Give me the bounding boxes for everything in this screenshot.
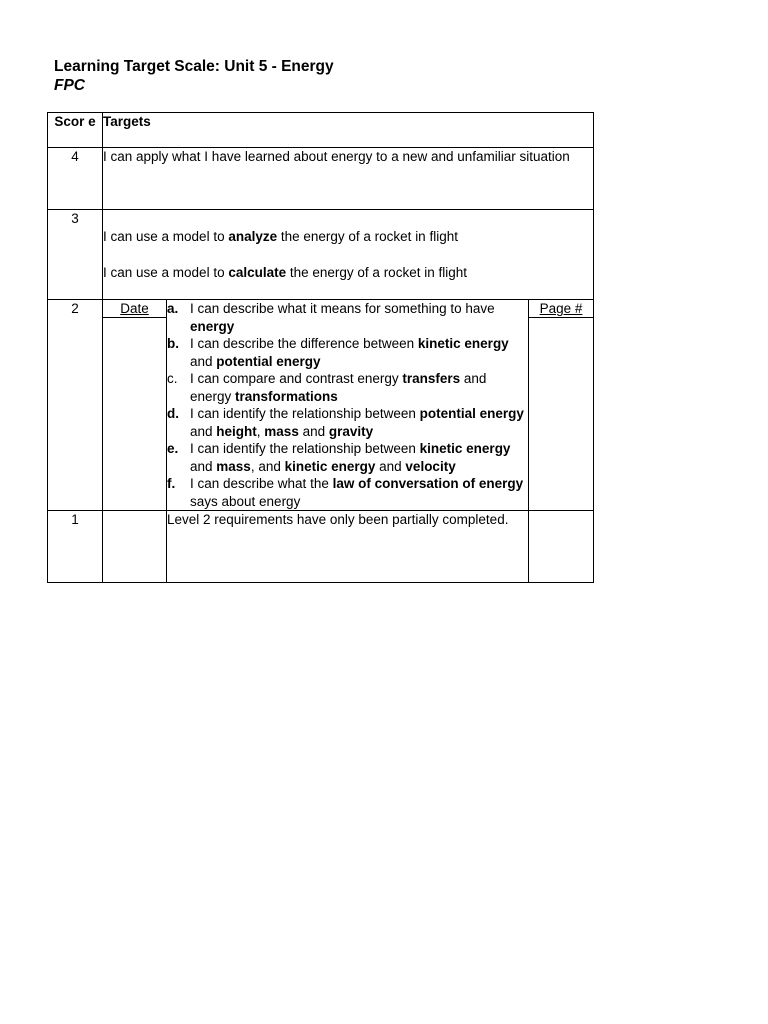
list-item-text: I can describe the difference between (190, 336, 418, 351)
page-subtitle: FPC (54, 77, 85, 94)
list-item (167, 300, 528, 335)
learning-target-table (47, 112, 594, 583)
targets-column-header: Targets (103, 113, 594, 148)
keyword: energy (190, 318, 235, 334)
score-column-header: Scor e (48, 113, 103, 148)
line-text: I can use a model to (103, 264, 229, 280)
target-line-calculate (103, 264, 593, 282)
list-item-text: I can identify the relationship between (190, 441, 420, 456)
list-item (167, 335, 528, 370)
line-text: the energy of a rocket in flight (286, 264, 467, 280)
keyword: law of conversation of energy (332, 476, 524, 491)
list-item-letter: a. (167, 301, 179, 316)
list-item-text: I can describe what it means for something to have (190, 301, 495, 316)
score-cell-3: 3 (48, 210, 103, 300)
table-row-level-3 (48, 210, 594, 300)
list-item-text: I can compare and contrast energy (190, 371, 403, 386)
list-item-text: , (256, 423, 265, 439)
list-item (167, 370, 528, 405)
keyword: potential energy (419, 406, 524, 421)
list-item (167, 440, 528, 475)
keyword: velocity (405, 458, 456, 474)
date-column-header: Date (103, 300, 167, 318)
table-header-row (48, 113, 594, 148)
keyword: kinetic energy (419, 441, 511, 456)
list-item-text: and (375, 458, 406, 474)
line-text: I can use a model to (103, 229, 229, 244)
score-cell-1: 1 (48, 511, 103, 583)
target-text-3 (103, 210, 594, 300)
date-entry-cell[interactable] (103, 318, 167, 511)
date-entry-cell-level-1[interactable] (103, 511, 167, 583)
page-column-header: Page # (528, 300, 593, 318)
page-entry-cell[interactable] (528, 318, 593, 511)
list-item-letter: b. (167, 336, 179, 351)
table-row-level-4 (48, 148, 594, 210)
list-item-letter: c. (167, 371, 178, 386)
table-row-level-2-header (48, 300, 594, 318)
list-item-text: , and (250, 458, 285, 474)
keyword: kinetic energy (284, 458, 376, 474)
table-row-level-1 (48, 511, 594, 583)
level-2-targets-cell (167, 300, 529, 511)
keyword: transformations (235, 388, 338, 404)
list-item-letter: d. (167, 406, 179, 421)
level-2-targets-list (167, 300, 528, 510)
list-item-text: and (190, 458, 217, 474)
keyword: kinetic energy (417, 336, 509, 351)
score-cell-2: 2 (48, 300, 103, 511)
keyword: height (216, 423, 257, 439)
keyword: mass (216, 458, 251, 474)
line-text: the energy of a rocket in flight (277, 229, 458, 244)
score-cell-4: 4 (48, 148, 103, 210)
keyword-calculate: calculate (228, 264, 287, 280)
keyword-analyze: analyze (228, 229, 278, 244)
target-text-1: Level 2 requirements have only been partially completed. (167, 511, 529, 583)
list-item (167, 475, 528, 510)
list-item-text: and (190, 353, 217, 369)
target-line-analyze (103, 228, 593, 246)
list-item-letter: e. (167, 441, 179, 456)
list-item-text: I can identify the relationship between (190, 406, 420, 421)
list-item-text: and energy (190, 371, 487, 404)
list-item-text: and (190, 423, 217, 439)
list-item-text: and (298, 423, 329, 439)
target-text-4: I can apply what I have learned about energy to a new and unfamiliar situation (103, 148, 594, 210)
keyword: gravity (328, 423, 374, 439)
keyword: transfers (402, 371, 461, 386)
list-item (167, 405, 528, 440)
page-entry-cell-level-1[interactable] (528, 511, 593, 583)
list-item-text: I can describe what the (190, 476, 333, 491)
keyword: potential energy (216, 353, 321, 369)
list-item-text: says about energy (190, 493, 301, 509)
page-title: Learning Target Scale: Unit 5 - Energy (54, 58, 334, 75)
keyword: mass (264, 423, 299, 439)
list-item-letter: f. (167, 476, 176, 491)
